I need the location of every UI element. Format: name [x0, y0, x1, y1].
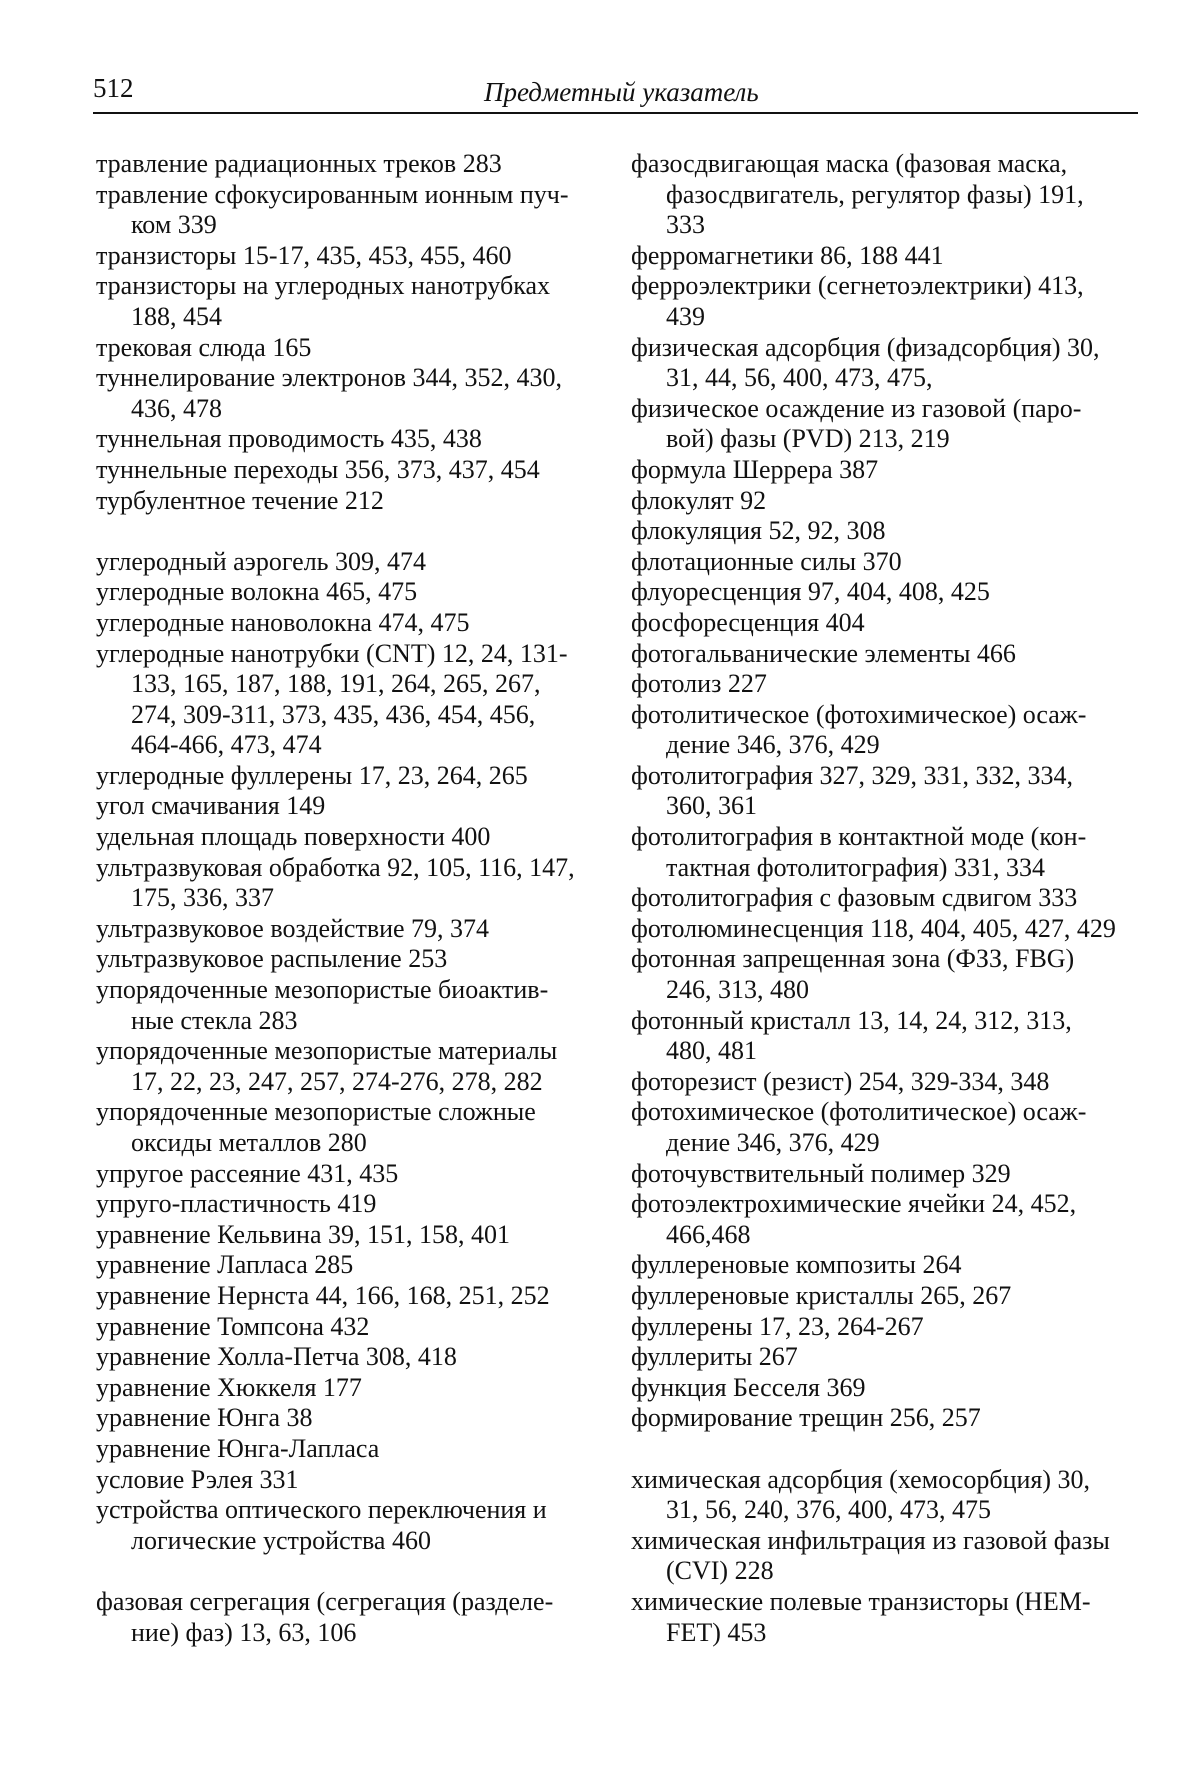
index-entry: фуллереновые композиты 264 — [631, 1250, 962, 1280]
page-number: 512 — [93, 73, 134, 103]
index-entry: флотационные силы 370 — [631, 546, 902, 576]
index-entry: фотогальванические элементы 466 — [631, 638, 1016, 668]
index-entry: фоторезист (резист) 254, 329-334, 348 — [631, 1066, 1050, 1096]
section-gap — [96, 516, 616, 547]
index-entry: фуллерены 17, 23, 264-267 — [631, 1311, 924, 1341]
index-entry: упорядоченные мезопористые биоактив- ные стекла 283 — [96, 975, 549, 1035]
index-entry: фотолитография с фазовым сдвигом 333 — [631, 883, 1078, 913]
index-entry: фазовая сегрегация (сегрегация (разделе- ние) фаз) 13, 63, 106 — [96, 1586, 554, 1647]
index-entry: формирование трещин 256, 257 — [631, 1403, 981, 1433]
index-entry: ультразвуковое воздействие 79, 374 — [96, 913, 490, 943]
index-entry: уравнение Кельвина 39, 151, 158, 401 — [96, 1219, 511, 1249]
index-entry: флокулят 92 — [631, 485, 767, 515]
index-entry: фотоэлектрохимические ячейки 24, 452, 466,468 — [631, 1189, 1077, 1249]
right-column — [631, 149, 1151, 1648]
left-column — [96, 149, 616, 1648]
index-entry: ферроэлектрики (сегнетоэлектрики) 413, 439 — [631, 271, 1084, 331]
index-entry: углеродные нанотрубки (CNT) 12, 24, 131- 133, 165, 187, 188, 191, 264, 265, 267, 274, 309-311, 373, 435, 436, 454, 456, 464-466, 473, 474 — [96, 638, 568, 760]
index-entry: химическая инфильтрация из газовой фазы (CVI) 228 — [631, 1525, 1110, 1586]
header-rule — [93, 112, 1138, 114]
index-entry: угол смачивания 149 — [96, 791, 326, 821]
index-entry: уравнение Юнга 38 — [96, 1403, 313, 1433]
index-entry: физическое осаждение из газовой (паро- вой) фазы (PVD) 213, 219 — [631, 393, 1082, 454]
index-entry: ферромагнетики 86, 188 441 — [631, 240, 944, 270]
index-entry: фосфоресценция 404 — [631, 607, 865, 637]
index-entry: транзисторы 15-17, 435, 453, 455, 460 — [96, 240, 512, 270]
index-entry: углеродный аэрогель 309, 474 — [96, 546, 427, 576]
index-entry: фотолиз 227 — [631, 669, 767, 699]
index-entry: удельная площадь поверхности 400 — [96, 822, 491, 852]
index-entry: транзисторы на углеродных нанотрубках 188, 454 — [96, 271, 551, 331]
index-entry: ультразвуковая обработка 92, 105, 116, 147, 175, 336, 337 — [96, 852, 575, 913]
index-entry: уравнение Юнга-Лапласа — [96, 1433, 380, 1463]
index-entry: турбулентное течение 212 — [96, 485, 384, 515]
index-entry: уравнение Томпсона 432 — [96, 1311, 370, 1341]
index-entry: фазосдвигающая маска (фазовая маска, фазосдвигатель, регулятор фазы) 191, 333 — [631, 149, 1084, 240]
index-entry: фотолитография 327, 329, 331, 332, 334, 360, 361 — [631, 760, 1074, 821]
index-entry: травление сфокусированным ионным пуч- ком 339 — [96, 179, 569, 240]
index-entry: фотолюминесценция 118, 404, 405, 427, 429 — [631, 913, 1116, 943]
running-head: Предметный указатель — [484, 77, 759, 107]
index-entry: углеродные волокна 465, 475 — [96, 577, 418, 607]
index-entry: фоточувствительный полимер 329 — [631, 1158, 1011, 1188]
index-entry: упруго-пластичность 419 — [96, 1189, 377, 1219]
index-entry: туннельные переходы 356, 373, 437, 454 — [96, 454, 540, 484]
index-entry: туннельная проводимость 435, 438 — [96, 424, 482, 454]
index-entry: углеродные фуллерены 17, 23, 264, 265 — [96, 760, 528, 790]
index-entry: трековая слюда 165 — [96, 332, 312, 362]
index-entry: упругое рассеяние 431, 435 — [96, 1158, 399, 1188]
index-entry: фуллериты 267 — [631, 1342, 798, 1372]
index-entry: травление радиационных треков 283 — [96, 149, 502, 178]
index-entry: уравнение Хюккеля 177 — [96, 1372, 362, 1402]
section-gap — [96, 1556, 616, 1587]
index-entry: фотохимическое (фотолитическое) осаж- дение 346, 376, 429 — [631, 1097, 1087, 1157]
index-entry: упорядоченные мезопористые материалы 17, 22, 23, 247, 257, 274-276, 278, 282 — [96, 1036, 558, 1096]
index-entry: функция Бесселя 369 — [631, 1372, 866, 1402]
index-entry: условие Рэлея 331 — [96, 1464, 299, 1494]
index-entry: фуллереновые кристаллы 265, 267 — [631, 1280, 1012, 1310]
index-entry: углеродные нановолокна 474, 475 — [96, 607, 470, 637]
index-entry: физическая адсорбция (физадсорбция) 30, 31, 44, 56, 400, 473, 475, — [631, 332, 1100, 393]
index-entry: уравнение Лапласа 285 — [96, 1250, 354, 1280]
index-entry: уравнение Нернста 44, 166, 168, 251, 252 — [96, 1280, 550, 1310]
index-entry: формула Шеррера 387 — [631, 454, 879, 484]
index-entry: упорядоченные мезопористые сложные оксиды металлов 280 — [96, 1097, 536, 1157]
index-entry: уравнение Холла-Петча 308, 418 — [96, 1342, 457, 1372]
index-entry: устройства оптического переключения и логические устройства 460 — [96, 1495, 547, 1555]
index-entry: фотонная запрещенная зона (ФЗЗ, FBG) 246, 313, 480 — [631, 944, 1075, 1005]
index-entry: фотонный кристалл 13, 14, 24, 312, 313, 480, 481 — [631, 1005, 1072, 1066]
index-entry: ультразвуковое распыление 253 — [96, 944, 448, 974]
index-entry: химическая адсорбция (хемосорбция) 30, 31, 56, 240, 376, 400, 473, 475 — [631, 1464, 1091, 1525]
index-entry: фотолитография в контактной моде (кон- тактная фотолитография) 331, 334 — [631, 822, 1087, 882]
index-entry: туннелирование электронов 344, 352, 430, 436, 478 — [96, 363, 562, 423]
section-gap — [631, 1434, 1151, 1465]
index-entry: фотолитическое (фотохимическое) осаж- дение 346, 376, 429 — [631, 699, 1087, 760]
index-entry: флуоресценция 97, 404, 408, 425 — [631, 577, 990, 607]
index-entry: флокуляция 52, 92, 308 — [631, 516, 886, 546]
index-entry: химические полевые транзисторы (HEM- FET) 453 — [631, 1586, 1091, 1647]
